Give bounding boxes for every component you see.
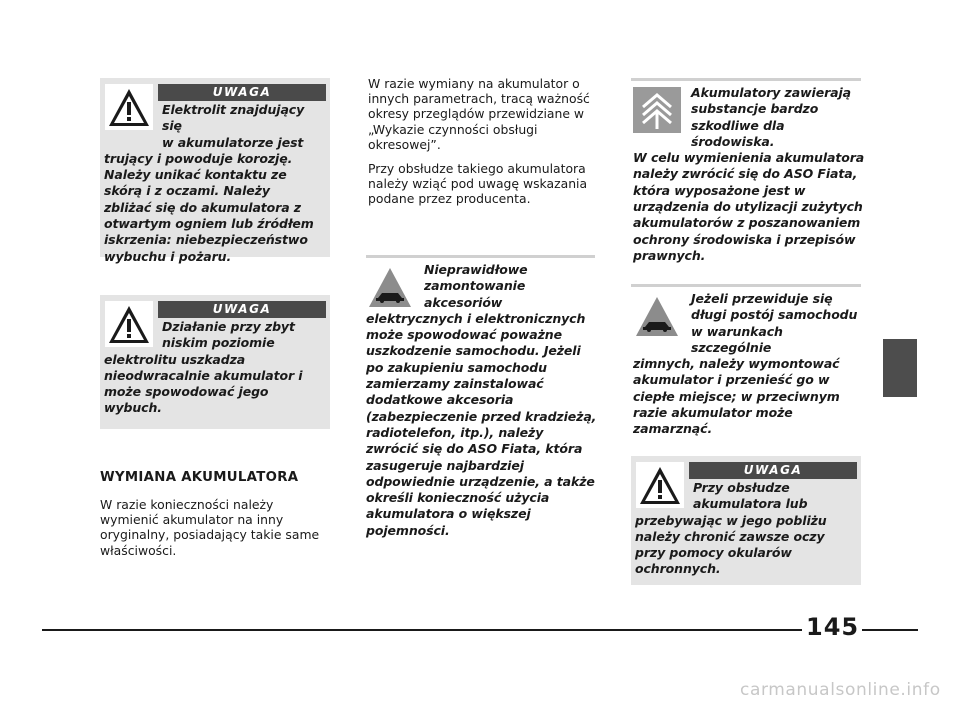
warning-text: Elektrolit znajdujący się w akumulatorze jest trujący i powoduje korozję. Należy unikać kontaktu ze skórą i z oczami. Należy zbliżać się do akumulatora z otwartym ogniem lub źródłem iskrzenia: niebezpieczeństwo wybuchu i pożaru. [104, 102, 314, 264]
note-text: Jeżeli przewiduje się długi postój samochodu w warunkach szczególnie zimnych, należy wymontować akumulator i przenieść go w ciepłe miejsce; w przeciwnym razie akumulator może zamarznąć. [633, 291, 858, 437]
note-parking [633, 291, 865, 437]
divider [631, 284, 861, 287]
note-text: Nieprawidłowe zamontowanie akcesoriów elektrycznych i elektronicznych może spowodować poważne uszkodzenie samochodu. Jeżeli po zakupieniu samochodu zamierzamy zainstalować dodatkowe akcesoria (zabezpieczenie przed kradzieżą, radiotelefon, itp.), należy zwrócić się do ASO Fiata, która zasugeruje najbardziej odpowiednie urządzenie, a także określi konieczność użycia akumulatora o większej pojemności. [366, 262, 597, 538]
footer-rule-right [862, 629, 918, 631]
uwaga-badge: UWAGA [158, 301, 326, 318]
section-paragraph: W razie konieczności należy wymienić akumulator na inny oryginalny, posiadający takie same właściwości. [100, 497, 320, 558]
warning-box-eye-protection [631, 456, 861, 585]
uwaga-badge: UWAGA [689, 462, 857, 479]
section-heading: WYMIANA AKUMULATORA [100, 470, 299, 485]
warning-text: Przy obsłudze akumulatora lub przebywając w jego pobliżu należy chronić zawsze oczy przy pomocy okularów ochronnych. [635, 480, 827, 577]
replacement-paragraphs [368, 76, 598, 216]
warning-text: Działanie przy zbyt niskim poziomie elektrolitu uszkadza nieodwracalnie akumulator i może spowodować jego wybuch. [104, 319, 303, 416]
page-number: 145 [806, 613, 860, 641]
note-text: Akumulatory zawierają substancje bardzo szkodliwe dla środowiska. W celu wymienienia akumulatora należy zwrócić się do ASO Fiata, która wyposażone jest w urządzenia do utylizacji zużytych akumulatorów z poszanowaniem ochrony środowiska i przepisów prawnych. [633, 85, 865, 263]
warning-box-electrolyte [100, 78, 330, 264]
divider [366, 255, 595, 258]
chapter-tab [883, 339, 917, 397]
footer-rule-left [42, 629, 802, 631]
paragraph-2: Przy obsłudze takiego akumulatora należy wziąć pod uwagę wskazania podane przez producenta. [368, 161, 588, 207]
paragraph-1: W razie wymiany na akumulator o innych parametrach, tracą ważność okresy przeglądów przewidziane w „Wykazie czynności obsługi okresowej”. [368, 76, 590, 152]
divider [631, 78, 861, 81]
note-accessories [366, 262, 598, 542]
uwaga-badge: UWAGA [158, 84, 326, 101]
watermark: carmanualsonline.info [740, 680, 941, 700]
note-environment [633, 85, 865, 263]
warning-box-low-level [100, 295, 330, 429]
